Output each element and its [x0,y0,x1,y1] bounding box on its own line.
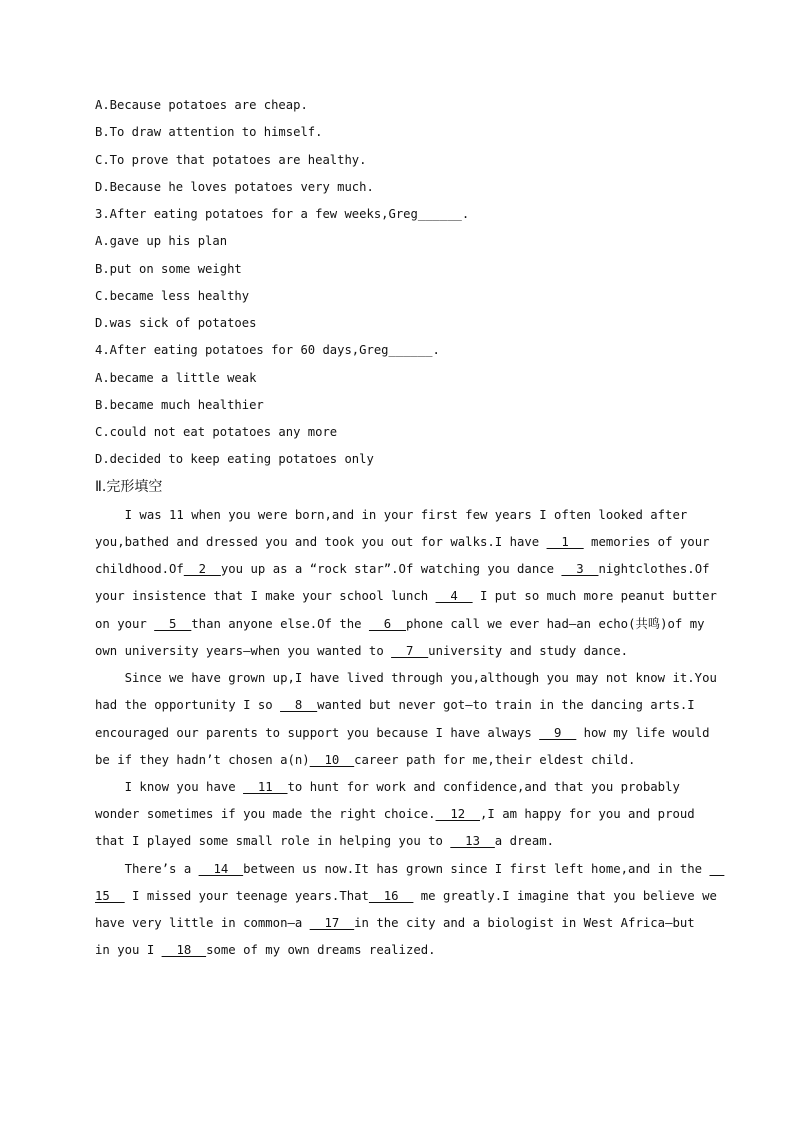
passage-text: than anyone else.Of the [191,617,369,631]
passage-line [95,725,710,741]
passage-text: career path for me,their eldest child. [354,753,636,767]
cloze-blank[interactable]: __8__ [280,698,318,712]
cloze-blank[interactable]: 15__ [95,889,125,903]
cloze-blank[interactable]: __17__ [309,916,355,930]
cloze-blank[interactable]: __4__ [435,589,473,603]
passage-text: encouraged our parents to support you because I have always [95,726,540,740]
passage-text: I missed your teenage years.That [124,889,369,903]
passage-line [95,561,710,577]
q2-option-c: C.To prove that potatoes are healthy. [95,153,367,167]
passage-line [95,779,695,795]
cloze-blank[interactable]: __2__ [183,562,221,576]
passage-text: Since we have grown up,I have lived through you,although you may not know it.You [95,671,717,685]
passage-text: nightclothes.Of [598,562,710,576]
passage-text: wonder sometimes if you made the right choice. [95,807,436,821]
q3-option-a: A.gave up his plan [95,234,228,248]
q3-option-d: D.was sick of potatoes [95,316,257,330]
q2-option-d: D.Because he loves potatoes very much. [95,180,374,194]
cloze-blank[interactable]: __12__ [435,807,480,821]
passage-text: in the city and a biologist in West Africa—but [354,916,695,930]
cloze-blank[interactable]: __18__ [161,943,207,957]
passage-text: I was 11 when you were born,and in your first few years I often looked after [95,508,688,522]
q4-option-b: B.became much healthier [95,398,264,412]
passage-text: I put so much more peanut butter [472,589,717,603]
passage-text: There’s a [95,862,199,876]
cloze-blank[interactable]: __13__ [450,834,495,848]
passage-line [95,806,695,822]
cloze-blank[interactable]: __7__ [391,644,429,658]
passage-text: between us now.It has grown since I first left home,and in the [243,862,710,876]
passage-text: on your [95,617,155,631]
cloze-blank[interactable]: __5__ [154,617,192,631]
cloze-blank[interactable]: __ [709,862,725,876]
q3-option-b: B.put on some weight [95,262,242,276]
passage-text: ,I am happy for you and proud [479,807,695,821]
passage-text: memories of your [583,535,710,549]
cloze-blank[interactable]: __1__ [546,535,584,549]
cloze-blank[interactable]: __3__ [561,562,599,576]
passage-text: be if they hadn’t chosen a(n) [95,753,310,767]
passage-line [95,861,725,877]
passage-text: your insistence that I make your school lunch [95,589,436,603]
passage-text: had the opportunity I so [95,698,281,712]
cloze-blank[interactable]: __11__ [243,780,288,794]
cloze-blank[interactable]: __6__ [368,617,406,631]
q4-option-d: D.decided to keep eating potatoes only [95,452,374,466]
q3-stem: 3.After eating potatoes for a few weeks,Greg______. [95,207,470,221]
passage-line [95,697,695,713]
q2-option-a: A.Because potatoes are cheap. [95,98,308,112]
q4-option-c: C.could not eat potatoes any more [95,425,338,439]
passage-text: phone call we ever had—an echo(共鸣)of my [405,617,705,631]
passage-text: in you I [95,943,162,957]
passage-text: I know you have [95,780,244,794]
passage-line [95,888,717,904]
passage-text: university and study dance. [428,644,629,658]
q4-option-a: A.became a little weak [95,371,257,385]
passage-line [95,643,695,659]
passage-line [95,942,695,958]
passage-text: some of my own dreams realized. [206,943,436,957]
passage-line [95,670,717,686]
passage-line [95,588,717,604]
cloze-blank[interactable]: __10__ [309,753,355,767]
passage-line [95,833,695,849]
cloze-blank[interactable]: __14__ [198,862,244,876]
cloze-blank[interactable]: __16__ [368,889,414,903]
q4-stem: 4.After eating potatoes for 60 days,Greg______. [95,343,440,357]
passage-text: have very little in common—a [95,916,310,930]
passage-line [95,534,710,550]
passage-line [95,616,705,632]
passage-text: you,bathed and dressed you and took you out for walks.I have [95,535,547,549]
passage-text: a dream. [494,834,555,848]
passage-text: to hunt for work and confidence,and that you probably [287,780,680,794]
q3-option-c: C.became less healthy [95,289,250,303]
passage-text: you up as a “rock star”.Of watching you dance [220,562,562,576]
q2-option-b: B.To draw attention to himself. [95,125,323,139]
passage-text: own university years—when you wanted to [95,644,392,658]
passage-text: how my life would [576,726,710,740]
passage-text: that I played some small role in helping you to [95,834,451,848]
cloze-blank[interactable]: __9__ [539,726,577,740]
passage-line [95,507,695,523]
passage-text: me greatly.I imagine that you believe we [413,889,717,903]
passage-text: wanted but never got—to train in the dancing arts.I [317,698,695,712]
passage-text: childhood.Of [95,562,184,576]
passage-line [95,752,695,768]
passage-line [95,915,695,931]
section-title: Ⅱ.完形填空 [95,479,163,495]
